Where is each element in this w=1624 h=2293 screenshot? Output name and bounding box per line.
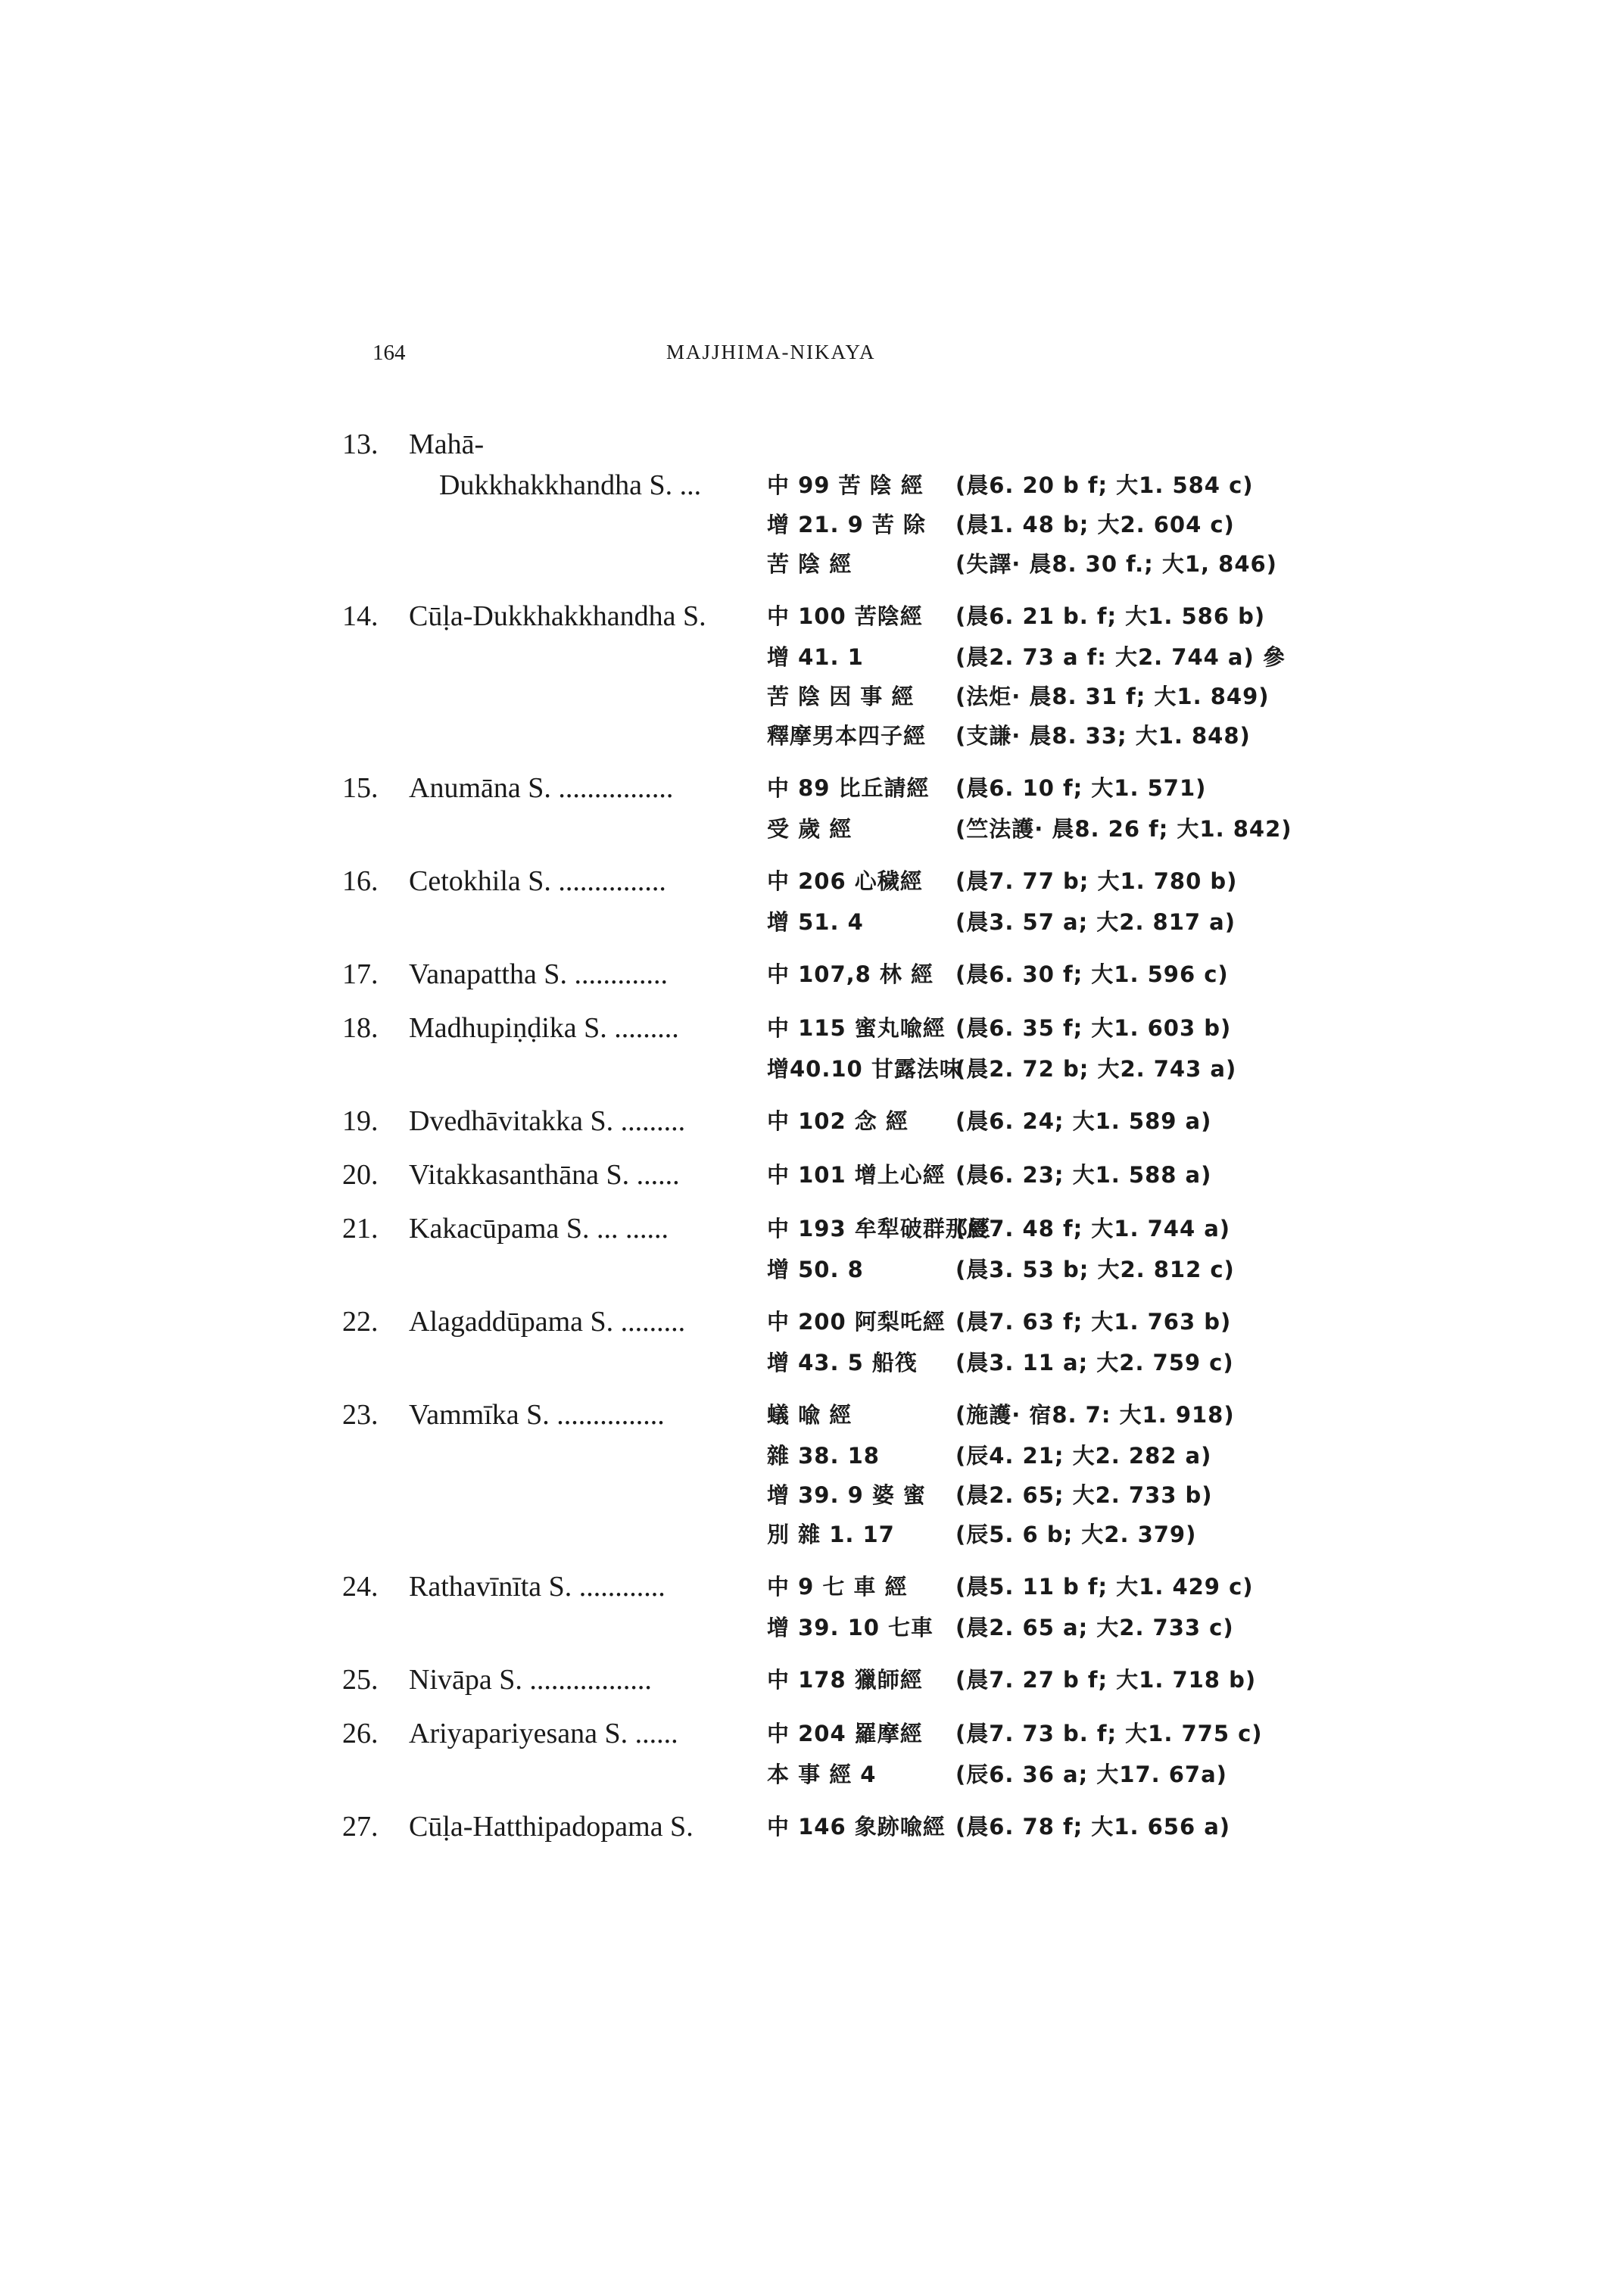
- edition-reference: (法炬· 晨8. 31 f; 大1. 849): [955, 684, 1270, 709]
- entry-subline: [0, 465, 1624, 504]
- edition-reference: (晨2. 65 a; 大2. 733 c): [955, 1615, 1234, 1640]
- sutta-correspondence-list: [0, 424, 1624, 1860]
- entry-line: [0, 768, 1624, 808]
- edition-reference: (晨5. 11 b f; 大1. 429 c): [955, 1574, 1254, 1600]
- sutta-entry: [0, 768, 1624, 848]
- edition-reference: (晨7. 63 f; 大1. 763 b): [955, 1309, 1232, 1335]
- chinese-parallel: 中 193 牟犁破群那經: [767, 1216, 991, 1242]
- chinese-parallel: 中 102 念 經: [767, 1108, 909, 1134]
- sutta-title: Dvedhāvitakka S. .........: [409, 1105, 686, 1137]
- edition-reference: (辰5. 6 b; 大2. 379): [955, 1522, 1197, 1547]
- chinese-parallel: 增 21. 9 苦 除: [767, 512, 926, 537]
- chinese-parallel: 受 歲 經: [767, 816, 853, 842]
- edition-reference: (支謙· 晨8. 33; 大1. 848): [955, 723, 1251, 749]
- entry-number: 27.: [342, 1811, 379, 1843]
- sutta-entry: [0, 1154, 1624, 1195]
- chinese-parallel: 中 99 苦 陰 經: [767, 472, 924, 498]
- chinese-parallel: 中 9 七 車 經: [767, 1574, 908, 1600]
- edition-reference: (晨7. 27 b f; 大1. 718 b): [955, 1667, 1257, 1693]
- entry-line: [0, 1566, 1624, 1607]
- entry-subline: [0, 808, 1624, 848]
- chinese-parallel: 本 事 經 4: [767, 1762, 877, 1787]
- sutta-entry: [0, 1659, 1624, 1700]
- chinese-parallel: 別 雜 1. 17: [767, 1522, 895, 1547]
- entry-number: 22.: [342, 1306, 379, 1338]
- sutta-title: Dukkhakkhandha S. ...: [439, 469, 702, 501]
- entry-line: [0, 861, 1624, 902]
- sutta-title: Cetokhila S. ...............: [409, 865, 666, 897]
- sutta-entry: [0, 1301, 1624, 1382]
- entry-subline: [0, 504, 1624, 544]
- chinese-parallel: 增 39. 9 婆 蜜: [767, 1482, 926, 1508]
- entry-subline: [0, 1475, 1624, 1514]
- entry-line: [0, 954, 1624, 995]
- edition-reference: (晨2. 72 b; 大2. 743 a): [955, 1056, 1237, 1082]
- entry-number: 24.: [342, 1571, 379, 1603]
- sutta-entry: [0, 861, 1624, 941]
- sutta-entry: [0, 1713, 1624, 1793]
- sutta-entry: [0, 596, 1624, 755]
- chinese-parallel: 中 101 增上心經: [767, 1162, 946, 1188]
- sutta-title: Alagaddūpama S. .........: [409, 1306, 686, 1338]
- sutta-title: Vammīka S. ...............: [409, 1399, 665, 1431]
- chinese-parallel: 中 204 羅摩經: [767, 1721, 923, 1746]
- sutta-title: Nivāpa S. .................: [409, 1664, 652, 1696]
- entry-number: 23.: [342, 1399, 379, 1431]
- entry-line: [0, 1301, 1624, 1342]
- edition-reference: (晨7. 73 b. f; 大1. 775 c): [955, 1721, 1263, 1746]
- sutta-entry: [0, 424, 1624, 583]
- edition-reference: (晨7. 48 f; 大1. 744 a): [955, 1216, 1231, 1242]
- entry-subline: [0, 715, 1624, 755]
- chinese-parallel: 增 51. 4: [767, 909, 864, 935]
- edition-reference: (晨7. 77 b; 大1. 780 b): [955, 868, 1238, 894]
- chinese-parallel: 雜 38. 18: [767, 1443, 880, 1469]
- chinese-parallel: 中 178 獵師經: [767, 1667, 923, 1693]
- entry-subline: [0, 1514, 1624, 1553]
- edition-reference: (晨6. 20 b f; 大1. 584 c): [955, 472, 1254, 498]
- entry-number: 21.: [342, 1213, 379, 1245]
- entry-number: 26.: [342, 1718, 379, 1749]
- chinese-parallel: 中 146 象跡喩經: [767, 1814, 946, 1840]
- running-head: MAJJHIMA-NIKAYA: [666, 341, 876, 363]
- sutta-title: Vitakkasanthāna S. ......: [409, 1159, 680, 1191]
- chinese-parallel: 中 206 心穢經: [767, 868, 923, 894]
- entry-subline: [0, 1607, 1624, 1647]
- sutta-title: Ariyapariyesana S. ......: [409, 1718, 678, 1749]
- edition-reference: (晨6. 10 f; 大1. 571): [955, 775, 1207, 801]
- sutta-title: Rathavīnīta S. ............: [409, 1571, 665, 1603]
- entry-number: 13.: [342, 428, 379, 460]
- chinese-parallel: 中 115 蜜丸喩經: [767, 1015, 946, 1041]
- entry-subline: [0, 1048, 1624, 1088]
- sutta-entry: [0, 1208, 1624, 1288]
- chinese-parallel: 中 100 苦陰經: [767, 603, 923, 629]
- entry-number: 17.: [342, 958, 379, 990]
- edition-reference: (晨1. 48 b; 大2. 604 c): [955, 512, 1235, 537]
- edition-reference: (晨3. 53 b; 大2. 812 c): [955, 1257, 1235, 1282]
- entry-subline: [0, 1754, 1624, 1793]
- entry-number: 25.: [342, 1664, 379, 1696]
- entry-subline: [0, 637, 1624, 676]
- sutta-title: Madhupiṇḍika S. .........: [409, 1012, 679, 1044]
- entry-subline: [0, 544, 1624, 583]
- entry-line: [0, 1208, 1624, 1249]
- edition-reference: (晨6. 21 b. f; 大1. 586 b): [955, 603, 1266, 629]
- entry-line: [0, 424, 1624, 465]
- chinese-parallel: 中 200 阿梨吒經: [767, 1309, 946, 1335]
- chinese-parallel: 苦 陰 經: [767, 551, 853, 577]
- entry-number: 14.: [342, 600, 379, 632]
- sutta-entry: [0, 1806, 1624, 1847]
- entry-subline: [0, 1435, 1624, 1475]
- entry-subline: [0, 1249, 1624, 1288]
- sutta-title: Anumāna S. ................: [409, 772, 674, 804]
- sutta-entry: [0, 1008, 1624, 1088]
- edition-reference: (晨2. 65; 大2. 733 b): [955, 1482, 1213, 1508]
- entry-line: [0, 1806, 1624, 1847]
- entry-line: [0, 1394, 1624, 1435]
- page-header: [0, 341, 1624, 379]
- entry-line: [0, 596, 1624, 637]
- sutta-title: Mahā-: [409, 428, 485, 460]
- chinese-parallel: 中 107,8 林 經: [767, 961, 934, 987]
- edition-reference: (晨6. 78 f; 大1. 656 a): [955, 1814, 1231, 1840]
- edition-reference: (晨3. 11 a; 大2. 759 c): [955, 1350, 1234, 1375]
- edition-reference: (竺法護· 晨8. 26 f; 大1. 842): [955, 816, 1292, 842]
- sutta-title: Cūḷa-Dukkhakkhandha S.: [409, 600, 706, 632]
- chinese-parallel: 增 41. 1: [767, 644, 864, 670]
- chinese-parallel: 釋摩男本四子經: [767, 723, 927, 749]
- entry-line: [0, 1008, 1624, 1048]
- chinese-parallel: 增 50. 8: [767, 1257, 864, 1282]
- entry-line: [0, 1659, 1624, 1700]
- edition-reference: (晨6. 23; 大1. 588 a): [955, 1162, 1212, 1188]
- chinese-parallel: 中 89 比丘請經: [767, 775, 930, 801]
- entry-number: 16.: [342, 865, 379, 897]
- chinese-parallel: 增 43. 5 船筏: [767, 1350, 918, 1375]
- entry-number: 20.: [342, 1159, 379, 1191]
- chinese-parallel: 增40.10 甘露法味: [767, 1056, 962, 1082]
- sutta-entry: [0, 954, 1624, 995]
- sutta-entry: [0, 1394, 1624, 1553]
- edition-reference: (辰6. 36 a; 大17. 67a): [955, 1762, 1227, 1787]
- chinese-parallel: 蟻 喩 經: [767, 1402, 853, 1428]
- edition-reference: (施護· 宿8. 7: 大1. 918): [955, 1402, 1235, 1428]
- page-number: 164: [372, 341, 406, 365]
- entry-number: 19.: [342, 1105, 379, 1137]
- entry-line: [0, 1154, 1624, 1195]
- sutta-entry: [0, 1566, 1624, 1647]
- edition-reference: (晨6. 24; 大1. 589 a): [955, 1108, 1212, 1134]
- edition-reference: (晨3. 57 a; 大2. 817 a): [955, 909, 1236, 935]
- sutta-title: Kakacūpama S. ... ......: [409, 1213, 669, 1245]
- entry-number: 15.: [342, 772, 379, 804]
- edition-reference: (晨2. 73 a f: 大2. 744 a) 參: [955, 644, 1286, 670]
- edition-reference: (失譯· 晨8. 30 f.; 大1, 846): [955, 551, 1277, 577]
- entry-number: 18.: [342, 1012, 379, 1044]
- sutta-entry: [0, 1101, 1624, 1142]
- sutta-title: Vanapattha S. .............: [409, 958, 668, 990]
- entry-line: [0, 1101, 1624, 1142]
- chinese-parallel: 苦 陰 因 事 經: [767, 684, 915, 709]
- entry-subline: [0, 1342, 1624, 1382]
- entry-subline: [0, 676, 1624, 715]
- sutta-title: Cūḷa-Hatthipadopama S.: [409, 1811, 694, 1843]
- edition-reference: (辰4. 21; 大2. 282 a): [955, 1443, 1212, 1469]
- edition-reference: (晨6. 30 f; 大1. 596 c): [955, 961, 1229, 987]
- edition-reference: (晨6. 35 f; 大1. 603 b): [955, 1015, 1232, 1041]
- chinese-parallel: 增 39. 10 七車: [767, 1615, 934, 1640]
- entry-line: [0, 1713, 1624, 1754]
- entry-subline: [0, 902, 1624, 941]
